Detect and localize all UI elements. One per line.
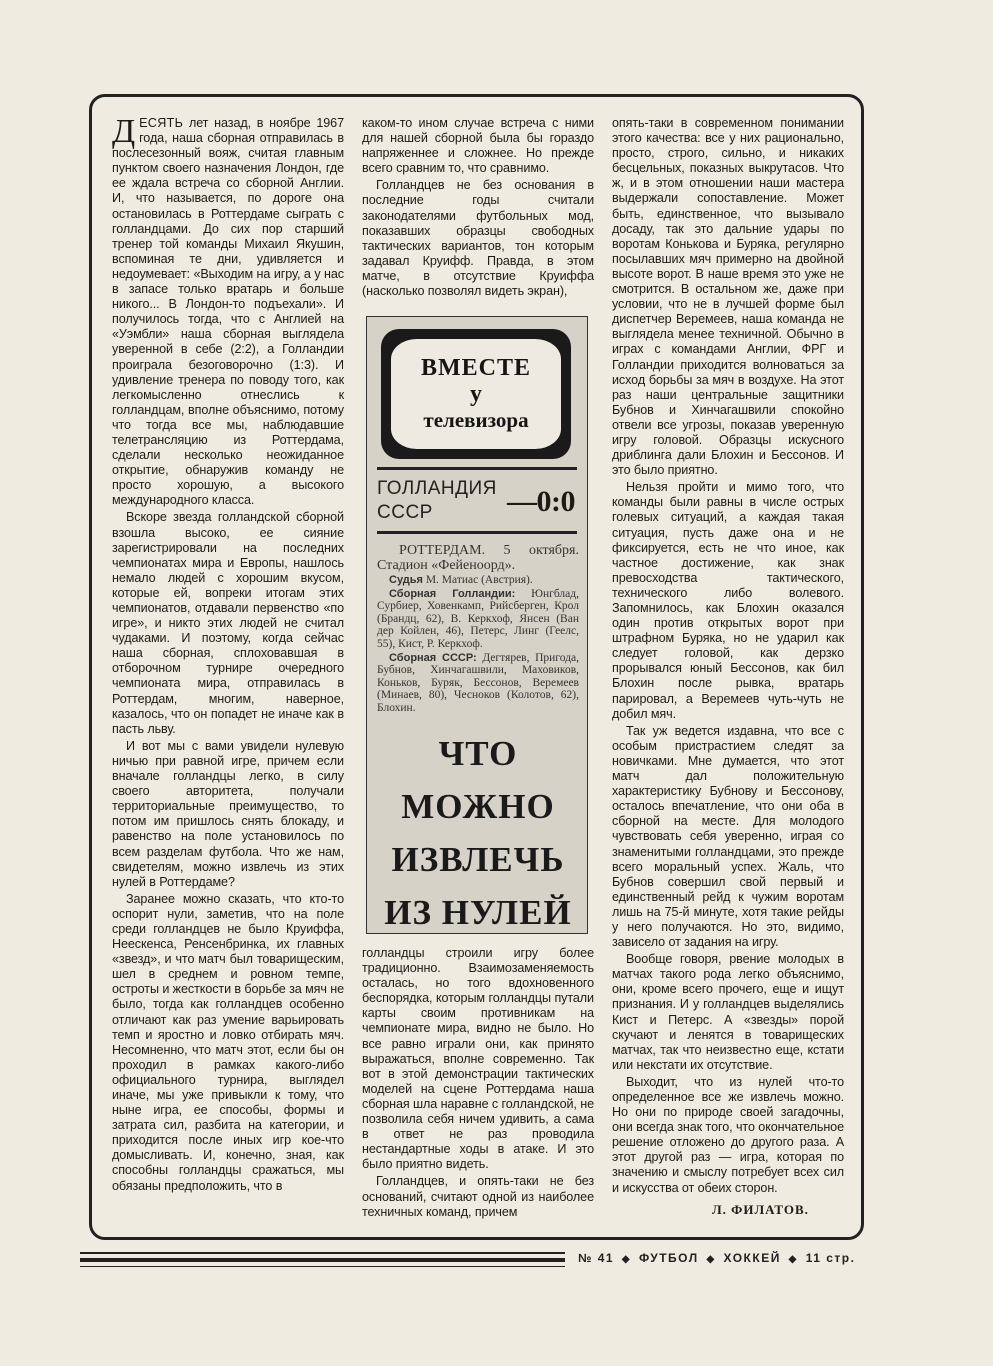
footer-rule	[80, 1266, 565, 1267]
diamond-icon: ◆	[706, 1254, 716, 1265]
drop-cap: Д	[112, 113, 136, 150]
team-away: СССР	[377, 502, 433, 523]
article-paragraph: Голландцев, и опять-таки не без оснований, считают одной из наиболее техничных команд, причем	[362, 1174, 594, 1219]
author-signature: Л. ФИЛАТОВ.	[712, 1202, 809, 1217]
headline-line: ИЗ НУЛЕЙ	[384, 893, 572, 932]
page-number: 11 стр.	[805, 1251, 856, 1265]
article-paragraph: Вообще говоря, рвение молодых в матчах такого рода легко объяснимо, они, кроме всего прочего, еще и ищут признания. И у голландцев выделялись Кист и Петерс. А «звезды» порой скучают и ленятся в товарищеских матчах, так что неизвестно еще, кстати или некстати их отсутствие.	[612, 952, 844, 1072]
lineup-label: Сборная СССР:	[389, 651, 477, 664]
page-footer	[578, 1251, 855, 1265]
article-paragraph: И вот мы с вами увидели нулевую ничью при равной игре, причем если вначале голландцы легко, в силу своего авторитета, получали территориальные преимущество, то потом им пришлось снять блокаду, и равенство на поле установилось по всем разделам футбола. Что же нам, свидетелям, можно извлечь из этих нулей в Роттердаме?	[112, 738, 344, 889]
footer-rule	[80, 1252, 565, 1254]
magazine-title-hockey: ХОККЕЙ	[723, 1251, 781, 1265]
article-column-2-top	[362, 116, 594, 301]
match-result	[377, 477, 579, 525]
article-headline	[371, 727, 585, 939]
tv-icon	[381, 329, 571, 459]
referee-label: Судья	[389, 574, 423, 586]
lineup-label: Сборная Голландии:	[389, 587, 516, 600]
divider	[377, 531, 577, 534]
lineup-text: Дегтярев, Пригода, Бубнов, Хинчагашвили, Маховиков, Коньков, Буряк, Бессонов, Веремеев (Минаев, 80), Чесноков (Колотов, 62), Блохин.	[377, 651, 579, 714]
article-paragraph: каком-то ином случае встреча с ними для нашей сборной была бы гораздо напряженнее и сложнее. Но прежде всего сравним то, что сравнимо.	[362, 116, 594, 176]
match-details	[377, 543, 579, 716]
magazine-title-football: ФУТБОЛ	[638, 1251, 699, 1265]
lineup-netherlands	[377, 588, 579, 651]
match-venue: РОТТЕРДАМ. 5 октября. Стадион «Фейеноорд».	[377, 543, 579, 573]
match-referee	[377, 574, 579, 587]
article-paragraph: Выходит, что из нулей что-то определенное все же извлечь можно. Но они по природе своей загадочны, они всегда знак того, что окончательное решение отложено до другого раза. А этот другой раз — игра, которая по значению и смыслу потребует всех сил и искусства от обеих сторон.	[612, 1074, 844, 1195]
divider	[377, 467, 577, 470]
footer-rule	[80, 1258, 565, 1262]
article-column-2-bottom	[362, 946, 594, 1222]
first-word: ЕСЯТЬ	[139, 116, 184, 130]
lineup-text: Юнгблад, Сурбиер, Ховенкамп, Рийсберген, Крол (Брандц, 62), В. Керкхоф, Янсен (Ван дер Койлен, 46), Петерс, Линг (Геелс, 55), Кист, Р. Керкхоф.	[377, 587, 580, 650]
rubric-line-1: ВМЕСТЕ	[420, 355, 531, 381]
headline-line: МОЖНО	[401, 787, 555, 826]
article-column-1	[112, 113, 344, 1196]
tv-screen	[391, 339, 561, 449]
article-paragraph	[112, 113, 344, 508]
diamond-icon: ◆	[788, 1254, 798, 1265]
lineup-ussr	[377, 652, 579, 715]
rubric-line-3: телевизора	[423, 408, 529, 432]
article-paragraph: голландцы строили игру более традиционно. Взаимозаменяемость осталась, но того вдохновенного беспорядка, которым голландцы путали карты своим противникам на чемпионате мира, видно не было. Но все равно играли они, как принято выражаться, вполне современно. Так вот в этой демонстрации тактических моделей на сцене Роттердама наша сборная шла наравне с голландской, не позволила себя ничем удивить, а сама в ответ не раз проводила нестандартные ходы в атаке. И это было приятно видеть.	[362, 946, 594, 1172]
article-paragraph: Вскоре звезда голландской сборной взошла высоко, ее сияние зарегистрировали на последних чемпионатах мира и Европы, нашлось немало людей с хорошим вкусом, которые ей, вопреки итогам этих чемпионатов, отдавали первенство «по игре», и никто этих людей не считал чудаками. И поэтому, когда сейчас наша сборная, сплоховавшая в отборочном турнире очередного чемпионата мира, отправилась в Роттердам, многим, наверное, казалось, что он попадет не иначе как в пасть льву.	[112, 510, 344, 736]
headline-line: ИЗВЛЕЧЬ	[391, 840, 565, 879]
match-info-box	[366, 316, 588, 934]
article-paragraph: опять-таки в современном понимании этого качества: все у них рационально, просто, строго, сильно, и никаких бесцельных, показных выкрутасов. Что ж, и в этом отношении наши мастера выдержали сопоставление. Может быть, единственное, что вызывало досаду, так это дальние удары по воротам Конькова и Буряка, регулярно посылавших мяч примерно на двойной высоте ворот. В наше время это уже не смотрится. В остальном же, даже при условии, что не в лучшей форме был диспетчер Веремеев, наша команда не выглядела менее техничной. Обычно в играх с командами Англии, ФРГ и Голландии приходится волноваться за исход борьбы за мяч в воздухе. На этот раз наши центральные защитники Бубнов и Хинчагашвили спокойно отвели все угрозы, показав уверенную игру головой. Образцы искусного дриблинга дали Блохин и Бессонов. И это было приятно.	[612, 116, 844, 478]
article-paragraph: Нельзя пройти и мимо того, что команды были равны в числе острых голевых ситуаций, а каждая такая ситуация, пусть даже она и не фиксируется, есть не что иное, как частное достижение, как знак превосходства тактического, технического либо волевого. Запомнилось, как Блохин оказался один против открытых ворот при штрафном Буряка, но не ударил как следует головой, как дерзко прорывался юный Бессонов, как бил Блохин после рывка, вратарь парировал, а Веремеев чуть-чуть не добил мяч.	[612, 480, 844, 721]
article-paragraph: Голландцев не без основания в последние годы считали законодателями футбольных мод, показавших образцы свободных тактических вариантов, тон которым задавал Круифф. Правда, в этом матче, в отсутствие Круиффа (насколько позволял видеть экран),	[362, 178, 594, 299]
match-score: —0:0	[507, 485, 575, 518]
headline-line: ЧТО	[438, 734, 518, 773]
article-column-3	[612, 116, 844, 1198]
issue-number: № 41	[578, 1251, 615, 1265]
team-home: ГОЛЛАНДИЯ	[377, 478, 497, 499]
paragraph-text: лет назад, в ноябре 1967 года, наша сборная отправилась в послесезонный вояж, считая главным пунктом своего назначения Лондон, где ее ждала встреча со сборной Англии. И, что называется, по дороге она остановилась в Роттердаме сыграть с голландцами. До сих пор старший тренер той команды Михаил Якушин, вспоминая те дни, удивляется и недоумевает: «Выходим на игру, а у нас в запасе только вратарь и больше никого... В Лондон-то подъехали». И получилось тогда, что с Англией на «Уэмбли» наша сборная выглядела уверенной в себе (2:2), а Голландии проиграла безоговорочно (1:3). И удивление тренера по поводу того, как легкомысленно отнеслись к голландцам, вполне объяснимо, потому что тогда все мы, наблюдавшие телетрансляцию из Роттердама, сделали несколько неожиданное открытие, обнаружив команду не просто хорошую, а высокого международного класса.	[112, 116, 344, 508]
article-paragraph: Заранее можно сказать, что кто-то оспорит нули, заметив, что на поле среди голландцев не было Круиффа, Неескенса, Ренсенбринка, их главных «звезд», и что матч был товарищеским, шел в среднем и ровном темпе, остроты и жесткости в борьбе за мяч не было, тогда как голландцев особенно отличают как раз умение варьировать темп и яростно и ловко отбирать мяч. Несомненно, что матч этот, если бы он проходил в рамках какого-либо официального турнира, выглядел иначе, мы уже привыкли к тому, что ныне игра, ее способы, формы и затрата сил, разбита на категории, и приходится после иных игр кое-что домысливать. И, конечно, зная, как способны голландцы сражаться, мы обязаны предположить, что в	[112, 891, 344, 1193]
article-paragraph: Так уж ведется издавна, что все с особым пристрастием следят за новичками. Мне думается, что этот матч дал положительную характеристику Бубнову и Бессонову, осталось впечатление, что они оба в сборной на месте. Для молодого чувствовать себя уверенно, играя со знаменитыми голландцами, это прежде всего моральный успех. Жаль, что Бубнов совершил свой первый и единственный рейд к чужим воротам лишь на 75-й минуте, хотя такие рейды у него получаются. Но это, видимо, зависело от задания на игру.	[612, 723, 844, 950]
referee-text: М. Матиас (Австрия).	[422, 574, 533, 586]
diamond-icon: ◆	[621, 1254, 632, 1265]
rubric-line-2: у	[470, 381, 482, 407]
